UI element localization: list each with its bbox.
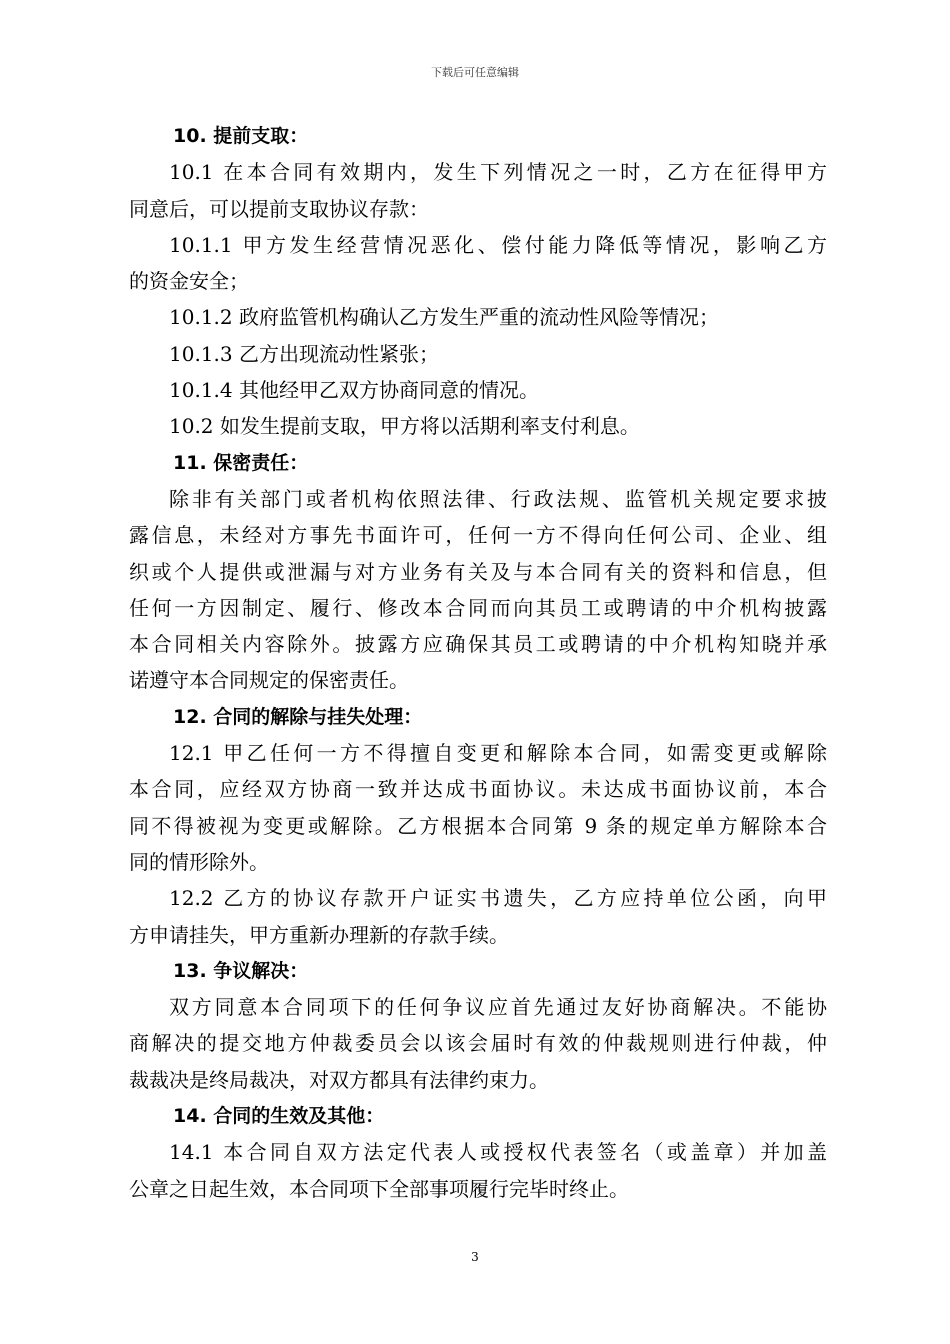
text-line: 同意后，可以提前支取协议存款： bbox=[129, 196, 429, 221]
text-line: 10.1 在本合同有效期内，发生下列情况之一时，乙方在征得甲方 bbox=[169, 160, 827, 185]
text-line: 10.2 如发生提前支取，甲方将以活期利率支付利息。 bbox=[169, 414, 640, 439]
text-line: 10.1.1 甲方发生经营情况恶化、偿付能力降低等情况，影响乙方 bbox=[169, 232, 827, 257]
section-heading: 14. 合同的生效及其他： bbox=[173, 1105, 385, 1128]
text-line: 本合同，应经双方协商一致并达成书面协议。未达成书面协议前，本合 bbox=[129, 777, 827, 802]
section-heading: 12. 合同的解除与挂失处理： bbox=[173, 705, 423, 728]
text-line: 织或个人提供或泄漏与对方业务有关及与本合同有关的资料和信息，但 bbox=[129, 559, 827, 584]
text-line: 10.1.3 乙方出现流动性紧张； bbox=[169, 341, 439, 366]
text-line: 诺遵守本合同规定的保密责任。 bbox=[129, 668, 409, 693]
section-heading: 11. 保密责任： bbox=[173, 451, 309, 474]
text-line: 同的情形除外。 bbox=[129, 849, 269, 874]
text-line: 10.1.2 政府监管机构确认乙方发生严重的流动性风险等情况； bbox=[169, 305, 719, 330]
text-line: 除非有关部门或者机构依照法律、行政法规、监管机关规定要求披 bbox=[169, 486, 827, 511]
text-line: 的资金安全； bbox=[129, 269, 249, 294]
text-line: 同不得被视为变更或解除。乙方根据本合同第 9 条的规定单方解除本合 bbox=[129, 813, 827, 838]
text-line: 双方同意本合同项下的任何争议应首先通过友好协商解决。不能协 bbox=[169, 995, 827, 1020]
text-line: 12.1 甲乙任何一方不得擅自变更和解除本合同，如需变更或解除 bbox=[169, 741, 827, 766]
page-header: 下载后可任意编辑 bbox=[431, 66, 519, 79]
text-line: 12.2 乙方的协议存款开户证实书遗失，乙方应持单位公函，向甲 bbox=[169, 886, 827, 911]
text-line: 裁裁决是终局裁决，对双方都具有法律约束力。 bbox=[129, 1067, 549, 1092]
text-line: 方申请挂失，甲方重新办理新的存款手续。 bbox=[129, 922, 509, 947]
document-body bbox=[129, 118, 827, 1207]
page-number: 3 bbox=[471, 1250, 479, 1264]
text-line: 公章之日起生效，本合同项下全部事项履行完毕时终止。 bbox=[129, 1176, 629, 1201]
text-line: 14.1 本合同自双方法定代表人或授权代表签名（或盖章）并加盖 bbox=[169, 1140, 827, 1165]
section-heading: 13. 争议解决： bbox=[173, 959, 309, 982]
section-heading: 10. 提前支取： bbox=[173, 125, 309, 147]
text-line: 10.1.4 其他经甲乙双方协商同意的情况。 bbox=[169, 378, 539, 403]
text-line: 任何一方因制定、履行、修改本合同而向其员工或聘请的中介机构披露 bbox=[129, 595, 827, 620]
text-line: 商解决的提交地方仲裁委员会以该会届时有效的仲裁规则进行仲裁，仲 bbox=[129, 1031, 827, 1056]
text-line: 露信息，未经对方事先书面许可，任何一方不得向任何公司、企业、组 bbox=[129, 523, 827, 548]
text-line: 本合同相关内容除外。披露方应确保其员工或聘请的中介机构知晓并承 bbox=[129, 632, 827, 657]
